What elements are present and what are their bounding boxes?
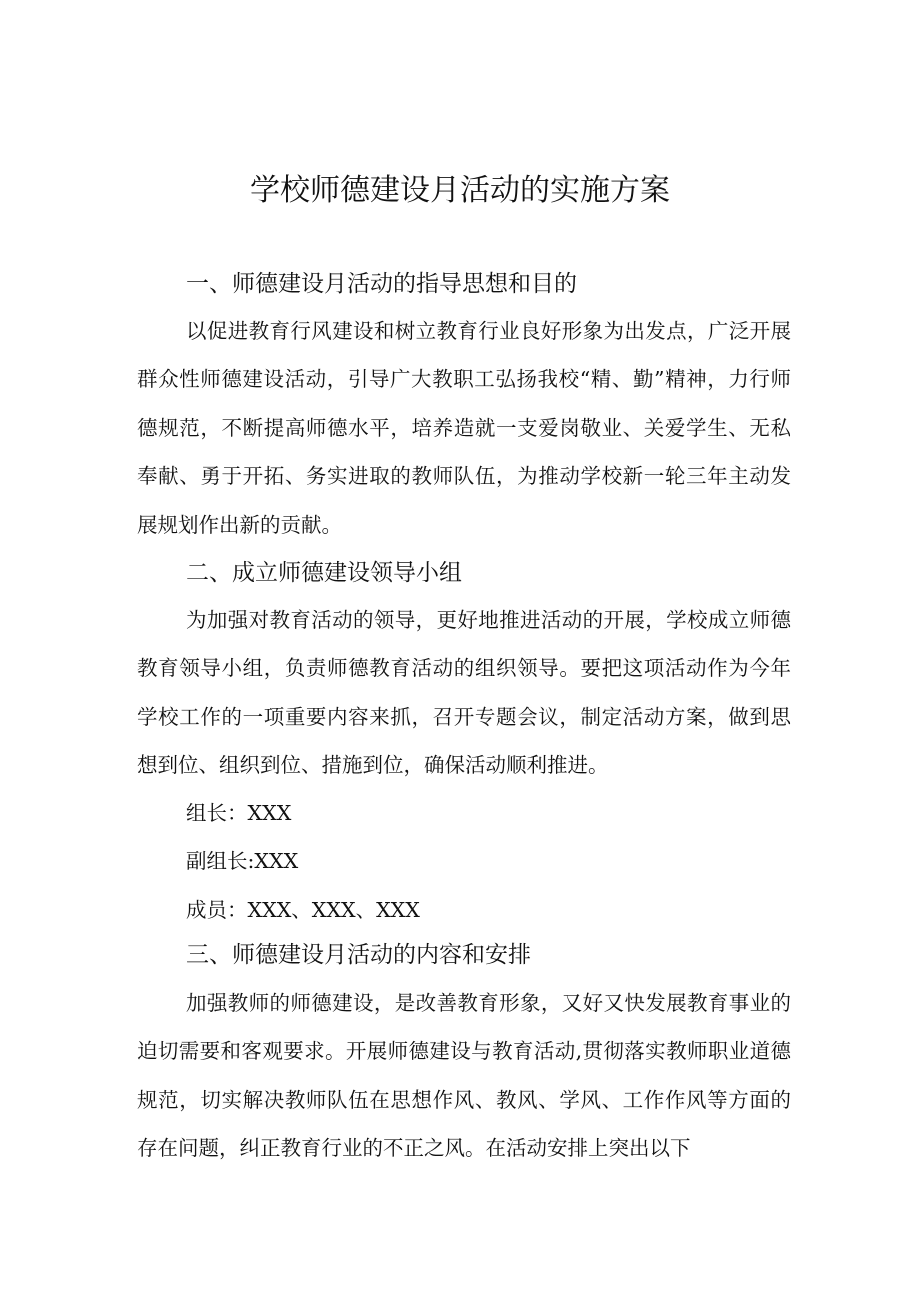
section-heading-3: 三、师德建设月活动的内容和安排 — [186, 942, 531, 968]
document-title: 学校师德建设月活动的实施方案 — [250, 173, 670, 208]
group-members: 成员：XXX、XXX、XXX — [186, 898, 420, 922]
section-heading-2: 二、成立师德建设领导小组 — [186, 560, 462, 586]
section-paragraph-3: 加强教师的师德建设，是改善教育形象，又好又快发展教育事业的迫切需要和客观要求。开展师德建设与教育活动,贯彻落实教师职业道德规范，切实解决教师队伍在思想作风、教风、学风、工作作风等方面的存在问题，纠正教育行业的不正之风。在活动安排上突出以下 — [137, 991, 791, 1161]
section-paragraph-2: 为加强对教育活动的领导，更好地推进活动的开展，学校成立师德教育领导小组，负责师德教育活动的组织领导。要把这项活动作为今年学校工作的一项重要内容来抓，召开专题会议，制定活动方案，做到思想到位、组织到位、措施到位，确保活动顺利推进。 — [137, 608, 791, 778]
group-leader: 组长：XXX — [186, 801, 292, 825]
section-paragraph-1: 以促进教育行风建设和树立教育行业良好形象为出发点，广泛开展群众性师德建设活动，引导广大教职工弘扬我校“精、勤”精神，力行师德规范，不断提高师德水平，培养造就一支爱岗敬业、关爱学生、无私奉献、勇于开拓、务实进取的教师队伍，为推动学校新一轮三年主动发展规划作出新的贡献。 — [137, 319, 791, 537]
section-heading-1: 一、师德建设月活动的指导思想和目的 — [186, 271, 577, 297]
group-deputy-leader: 副组长:XXX — [186, 849, 299, 873]
